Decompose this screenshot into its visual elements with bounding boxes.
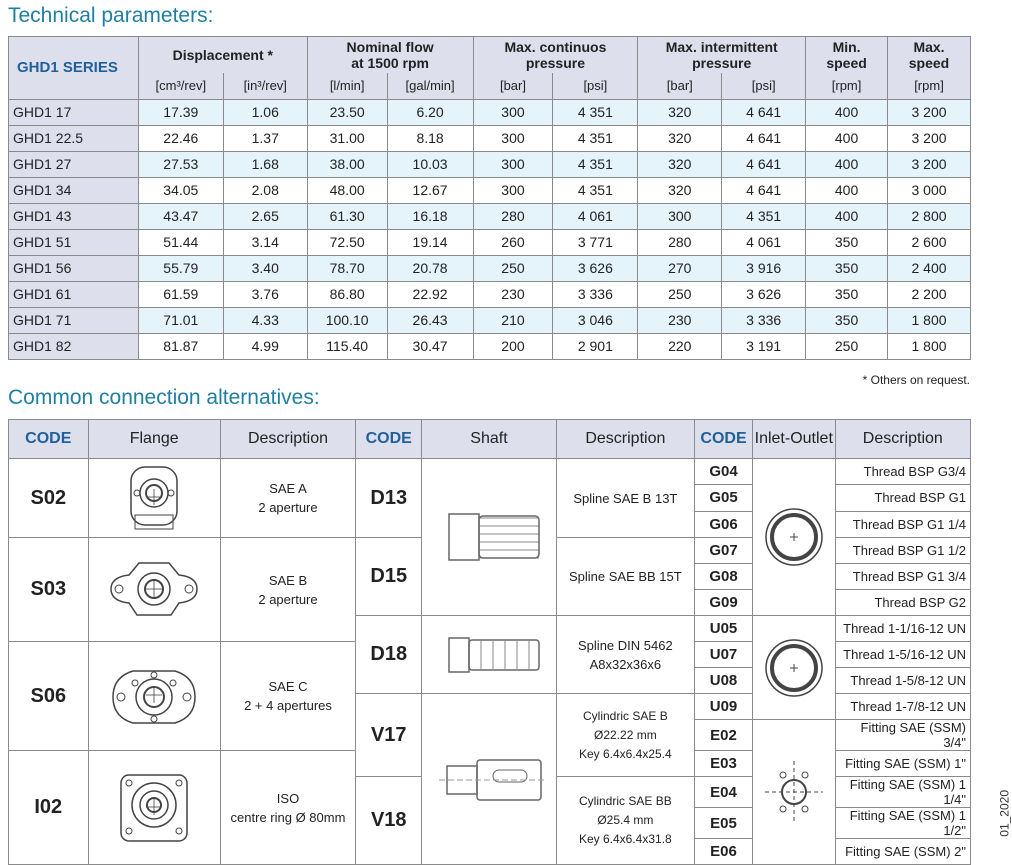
flange-desc-line: centre ring Ø 80mm bbox=[230, 809, 346, 825]
unit-label: [bar] bbox=[638, 73, 722, 99]
table-cell: 71.01 bbox=[138, 307, 223, 333]
port-code: G07 bbox=[695, 538, 753, 564]
table-cell: 3 771 bbox=[553, 229, 638, 255]
unit-label: [in³/rev] bbox=[223, 73, 307, 99]
shaft-desc-line: Key 6.4x6.4x31.8 bbox=[578, 832, 672, 846]
table-cell: 320 bbox=[638, 125, 722, 151]
table-cell: 38.00 bbox=[307, 151, 387, 177]
port-code: G08 bbox=[695, 564, 753, 590]
footnote: * Others on request. bbox=[862, 373, 970, 387]
table-cell: 280 bbox=[473, 203, 553, 229]
table-cell: 1 800 bbox=[888, 333, 971, 359]
unit-label: [psi] bbox=[722, 73, 806, 99]
table-cell: 350 bbox=[806, 307, 888, 333]
table-row bbox=[9, 125, 971, 151]
table-cell: 2 800 bbox=[888, 203, 971, 229]
shaft-image bbox=[422, 694, 556, 865]
header-description: Description bbox=[220, 420, 355, 459]
port-description: Thread 1-5/16-12 UN bbox=[835, 642, 970, 668]
table-cell: 3 336 bbox=[553, 281, 638, 307]
table-cell: 4 641 bbox=[722, 125, 806, 151]
model-name: GHD1 43 bbox=[9, 203, 139, 229]
unit-label: [cm³/rev] bbox=[138, 73, 223, 99]
table-cell: 10.03 bbox=[387, 151, 473, 177]
table-cell: 81.87 bbox=[138, 333, 223, 359]
flange-image bbox=[88, 538, 220, 642]
table-cell: 3.14 bbox=[223, 229, 307, 255]
port-description: Thread 1-5/8-12 UN bbox=[835, 668, 970, 694]
flange-desc-line: 2 + 4 apertures bbox=[244, 698, 332, 713]
table-cell: 2 200 bbox=[888, 281, 971, 307]
table-cell: 320 bbox=[638, 151, 722, 177]
port-image bbox=[752, 459, 835, 616]
shaft-desc-line: Key 6.4x6.4x25.4 bbox=[578, 746, 672, 761]
table-row bbox=[9, 99, 971, 125]
section-title-connections: Common connection alternatives: bbox=[8, 386, 320, 409]
table-cell: 210 bbox=[473, 307, 553, 333]
table-cell: 1.37 bbox=[223, 125, 307, 151]
shaft-drawing-icon bbox=[429, 632, 549, 678]
threaded-port-icon bbox=[759, 633, 829, 703]
flange-desc-line: 2 aperture bbox=[258, 500, 318, 515]
table-cell: 3 200 bbox=[888, 151, 971, 177]
shaft-desc-line: Ø25.4 mm bbox=[597, 813, 654, 827]
port-code: G05 bbox=[695, 485, 753, 511]
table-row bbox=[9, 151, 971, 177]
port-code: G06 bbox=[695, 511, 753, 537]
table-row bbox=[9, 255, 971, 281]
flange-desc-line: SAE A bbox=[269, 481, 307, 496]
table-cell: 220 bbox=[638, 333, 722, 359]
header-description: Description bbox=[556, 420, 694, 459]
table-row bbox=[9, 281, 971, 307]
table-cell: 31.00 bbox=[307, 125, 387, 151]
shaft-drawing-icon bbox=[429, 744, 549, 814]
model-name: GHD1 27 bbox=[9, 151, 139, 177]
table-cell: 4 641 bbox=[722, 99, 806, 125]
series-label: GHD1 SERIES bbox=[9, 37, 139, 100]
unit-label: [gal/min] bbox=[387, 73, 473, 99]
table-cell: 4 061 bbox=[722, 229, 806, 255]
table-cell: 19.14 bbox=[387, 229, 473, 255]
technical-parameters-table bbox=[8, 36, 971, 360]
table-cell: 34.05 bbox=[138, 177, 223, 203]
port-description: Fitting SAE (SSM) 2" bbox=[835, 839, 970, 865]
table-cell: 230 bbox=[473, 281, 553, 307]
shaft-description bbox=[556, 616, 694, 694]
col-inter-pressure: Max. intermittent pressure bbox=[638, 37, 806, 74]
flange-description bbox=[220, 751, 355, 865]
flange-image bbox=[88, 459, 220, 538]
table-cell: 3 626 bbox=[553, 255, 638, 281]
flange-description bbox=[220, 459, 355, 538]
header-code: CODE bbox=[9, 420, 89, 459]
table-cell: 23.50 bbox=[307, 99, 387, 125]
table-cell: 400 bbox=[806, 151, 888, 177]
table-cell: 1.68 bbox=[223, 151, 307, 177]
table-cell: 280 bbox=[638, 229, 722, 255]
port-code: U08 bbox=[695, 668, 753, 694]
table-cell: 270 bbox=[638, 255, 722, 281]
table-cell: 300 bbox=[473, 99, 553, 125]
table-cell: 78.70 bbox=[307, 255, 387, 281]
table-cell: 1.06 bbox=[223, 99, 307, 125]
shaft-description bbox=[556, 538, 694, 616]
model-name: GHD1 61 bbox=[9, 281, 139, 307]
table-cell: 8.18 bbox=[387, 125, 473, 151]
table-cell: 22.46 bbox=[138, 125, 223, 151]
table-cell: 16.18 bbox=[387, 203, 473, 229]
shaft-code: D13 bbox=[356, 459, 422, 538]
model-name: GHD1 34 bbox=[9, 177, 139, 203]
flange-desc-line: SAE B bbox=[268, 572, 308, 588]
table-cell: 17.39 bbox=[138, 99, 223, 125]
table-cell: 4.99 bbox=[223, 333, 307, 359]
table-cell: 250 bbox=[638, 281, 722, 307]
port-code: U09 bbox=[695, 694, 753, 720]
flange-description bbox=[220, 538, 355, 642]
flange-drawing-icon bbox=[99, 551, 209, 629]
table-cell: 1 800 bbox=[888, 307, 971, 333]
flange-image bbox=[88, 642, 220, 751]
table-cell: 61.30 bbox=[307, 203, 387, 229]
table-cell: 4 351 bbox=[553, 177, 638, 203]
table-cell: 320 bbox=[638, 99, 722, 125]
port-description: Thread BSP G3/4 bbox=[835, 459, 970, 485]
table-cell: 4.33 bbox=[223, 307, 307, 333]
table-cell: 260 bbox=[473, 229, 553, 255]
table-cell: 250 bbox=[473, 255, 553, 281]
table-cell: 115.40 bbox=[307, 333, 387, 359]
port-description: Thread BSP G1 1/4 bbox=[835, 511, 970, 537]
table-cell: 6.20 bbox=[387, 99, 473, 125]
table-cell: 4 351 bbox=[553, 125, 638, 151]
table-cell: 4 641 bbox=[722, 177, 806, 203]
table-cell: 20.78 bbox=[387, 255, 473, 281]
port-description: Thread BSP G1 3/4 bbox=[835, 564, 970, 590]
table-cell: 2 400 bbox=[888, 255, 971, 281]
model-name: GHD1 22.5 bbox=[9, 125, 139, 151]
table-cell: 300 bbox=[638, 203, 722, 229]
port-description: Thread 1-7/8-12 UN bbox=[835, 694, 970, 720]
port-description: Fitting SAE (SSM) 1 1/4" bbox=[835, 777, 970, 808]
flange-image bbox=[88, 751, 220, 865]
shaft-description bbox=[556, 694, 694, 777]
table-cell: 400 bbox=[806, 125, 888, 151]
port-code: G09 bbox=[695, 590, 753, 616]
table-cell: 200 bbox=[473, 333, 553, 359]
table-cell: 61.59 bbox=[138, 281, 223, 307]
flange-code: S02 bbox=[9, 459, 89, 538]
col-flow: Nominal flow at 1500 rpm bbox=[307, 37, 473, 74]
table-cell: 2 901 bbox=[553, 333, 638, 359]
port-description: Fitting SAE (SSM) 1 1/2" bbox=[835, 808, 970, 839]
col-displacement: Displacement * bbox=[138, 37, 307, 74]
table-cell: 350 bbox=[806, 255, 888, 281]
table-cell: 51.44 bbox=[138, 229, 223, 255]
model-name: GHD1 51 bbox=[9, 229, 139, 255]
table-cell: 43.47 bbox=[138, 203, 223, 229]
table-cell: 100.10 bbox=[307, 307, 387, 333]
col-cont-pressure: Max. continuos pressure bbox=[473, 37, 638, 74]
table-cell: 300 bbox=[473, 151, 553, 177]
table-cell: 3 626 bbox=[722, 281, 806, 307]
table-cell: 3 200 bbox=[888, 99, 971, 125]
table-cell: 27.53 bbox=[138, 151, 223, 177]
flange-code: I02 bbox=[9, 751, 89, 865]
shaft-code: D18 bbox=[356, 616, 422, 694]
port-description: Thread BSP G1 1/2 bbox=[835, 538, 970, 564]
table-cell: 300 bbox=[473, 125, 553, 151]
port-description: Thread BSP G2 bbox=[835, 590, 970, 616]
port-code: U05 bbox=[695, 616, 753, 642]
table-cell: 12.67 bbox=[387, 177, 473, 203]
table-cell: 4 351 bbox=[553, 99, 638, 125]
shaft-desc-line: Spline DIN 5462 bbox=[578, 637, 673, 653]
table-row bbox=[9, 459, 971, 485]
flange-port-icon bbox=[759, 757, 829, 827]
table-cell: 3 916 bbox=[722, 255, 806, 281]
table-cell: 3 200 bbox=[888, 125, 971, 151]
table-cell: 22.92 bbox=[387, 281, 473, 307]
table-cell: 4 351 bbox=[553, 151, 638, 177]
port-description: Thread BSP G1 bbox=[835, 485, 970, 511]
flange-desc-line: SAE C bbox=[268, 679, 308, 694]
table-cell: 2.08 bbox=[223, 177, 307, 203]
table-cell: 350 bbox=[806, 229, 888, 255]
header-flange: Flange bbox=[88, 420, 220, 459]
table-cell: 3 046 bbox=[553, 307, 638, 333]
table-cell: 72.50 bbox=[307, 229, 387, 255]
shaft-desc-line: A8x32x36x6 bbox=[589, 656, 662, 672]
unit-label: [l/min] bbox=[307, 73, 387, 99]
table-cell: 4 641 bbox=[722, 151, 806, 177]
header-shaft: Shaft bbox=[422, 420, 556, 459]
shaft-code: V18 bbox=[356, 777, 422, 865]
table-row bbox=[9, 307, 971, 333]
flange-description bbox=[220, 642, 355, 751]
shaft-code: D15 bbox=[356, 538, 422, 616]
flange-desc-line: ISO bbox=[276, 790, 300, 806]
shaft-desc-line: Cylindric SAE B bbox=[583, 708, 668, 723]
table-cell: 26.43 bbox=[387, 307, 473, 333]
section-title-technical: Technical parameters: bbox=[8, 4, 214, 27]
table-cell: 48.00 bbox=[307, 177, 387, 203]
shaft-desc-line: Spline SAE BB 15T bbox=[568, 569, 682, 584]
table-cell: 350 bbox=[806, 281, 888, 307]
shaft-description bbox=[556, 777, 694, 865]
model-name: GHD1 17 bbox=[9, 99, 139, 125]
shaft-desc-line: Spline SAE B 13T bbox=[573, 490, 678, 506]
unit-label: [bar] bbox=[473, 73, 553, 99]
unit-label: [rpm] bbox=[806, 73, 888, 99]
shaft-code: V17 bbox=[356, 694, 422, 777]
table-cell: 3.76 bbox=[223, 281, 307, 307]
table-cell: 3.40 bbox=[223, 255, 307, 281]
table-cell: 320 bbox=[638, 177, 722, 203]
shaft-desc-line: Ø22.22 mm bbox=[594, 727, 657, 742]
header-code: CODE bbox=[695, 420, 753, 459]
port-description: Fitting SAE (SSM) 3/4" bbox=[835, 720, 970, 751]
flange-drawing-icon bbox=[99, 657, 209, 735]
shaft-image bbox=[422, 459, 556, 616]
table-row bbox=[9, 229, 971, 255]
header-code: CODE bbox=[356, 420, 422, 459]
table-cell: 55.79 bbox=[138, 255, 223, 281]
port-code: E05 bbox=[695, 808, 753, 839]
model-name: GHD1 82 bbox=[9, 333, 139, 359]
port-code: E03 bbox=[695, 751, 753, 777]
shaft-image bbox=[422, 616, 556, 694]
port-code: G04 bbox=[695, 459, 753, 485]
table-cell: 4 061 bbox=[553, 203, 638, 229]
table-cell: 2.65 bbox=[223, 203, 307, 229]
flange-drawing-icon bbox=[99, 769, 209, 847]
col-min-speed: Min. speed bbox=[806, 37, 888, 74]
threaded-port-icon bbox=[759, 502, 829, 572]
port-image bbox=[752, 616, 835, 720]
table-cell: 230 bbox=[638, 307, 722, 333]
flange-drawing-icon bbox=[99, 459, 209, 537]
table-cell: 3 336 bbox=[722, 307, 806, 333]
header-inlet-outlet: Inlet-Outlet bbox=[752, 420, 835, 459]
table-cell: 3 000 bbox=[888, 177, 971, 203]
table-row bbox=[9, 203, 971, 229]
port-description: Fitting SAE (SSM) 1" bbox=[835, 751, 970, 777]
table-row bbox=[9, 177, 971, 203]
shaft-desc-line: Cylindric SAE BB bbox=[579, 794, 672, 808]
connections-table bbox=[8, 419, 971, 865]
table-cell: 30.47 bbox=[387, 333, 473, 359]
table-cell: 4 351 bbox=[722, 203, 806, 229]
shaft-drawing-icon bbox=[429, 502, 549, 572]
shaft-description bbox=[556, 459, 694, 538]
unit-label: [rpm] bbox=[888, 73, 971, 99]
table-cell: 250 bbox=[806, 333, 888, 359]
flange-desc-line: 2 aperture bbox=[258, 591, 318, 607]
col-max-speed: Max. speed bbox=[888, 37, 971, 74]
port-image bbox=[752, 720, 835, 865]
flange-code: S03 bbox=[9, 538, 89, 642]
table-cell: 86.80 bbox=[307, 281, 387, 307]
model-name: GHD1 56 bbox=[9, 255, 139, 281]
table-cell: 400 bbox=[806, 177, 888, 203]
table-cell: 400 bbox=[806, 203, 888, 229]
unit-label: [psi] bbox=[553, 73, 638, 99]
port-code: U07 bbox=[695, 642, 753, 668]
table-cell: 2 600 bbox=[888, 229, 971, 255]
header-description: Description bbox=[835, 420, 970, 459]
flange-code: S06 bbox=[9, 642, 89, 751]
table-cell: 400 bbox=[806, 99, 888, 125]
table-row bbox=[9, 333, 971, 359]
model-name: GHD1 71 bbox=[9, 307, 139, 333]
table-cell: 3 191 bbox=[722, 333, 806, 359]
port-description: Thread 1-1/16-12 UN bbox=[835, 616, 970, 642]
document-code: 01_2020 bbox=[998, 790, 1012, 837]
port-code: E06 bbox=[695, 839, 753, 865]
table-cell: 300 bbox=[473, 177, 553, 203]
port-code: E04 bbox=[695, 777, 753, 808]
port-code: E02 bbox=[695, 720, 753, 751]
